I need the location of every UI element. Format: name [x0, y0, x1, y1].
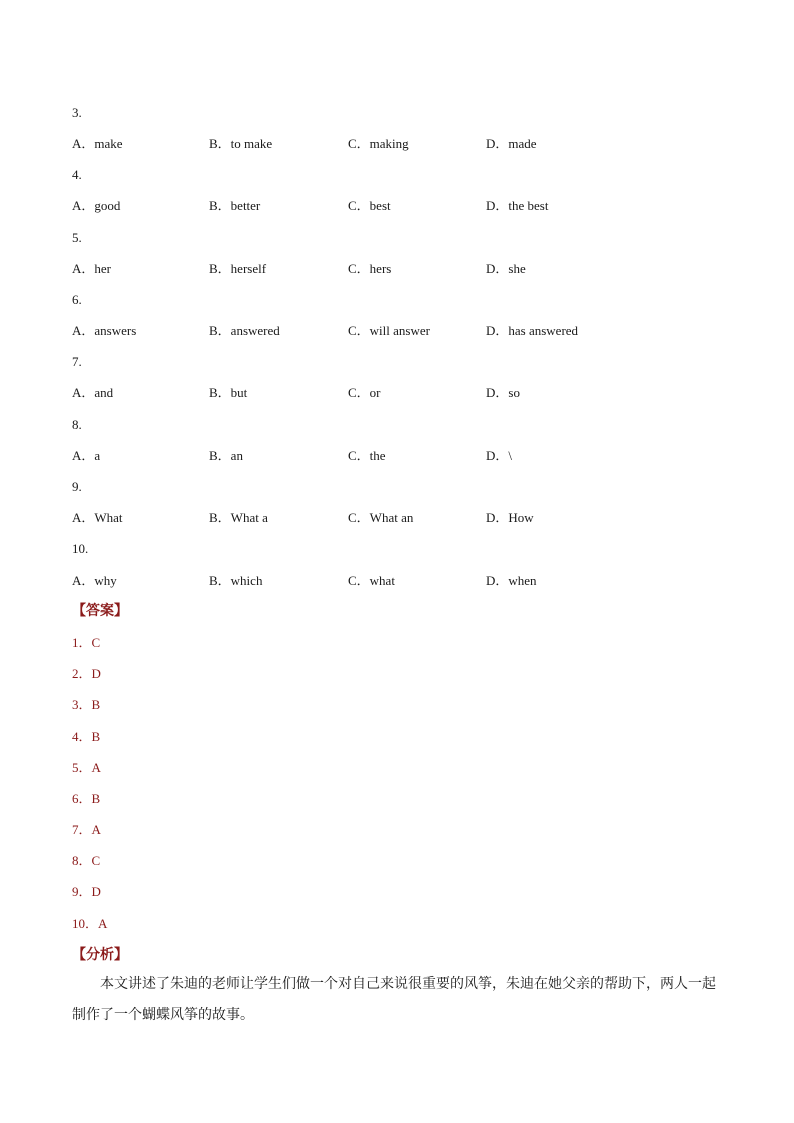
question-number: 4.: [72, 167, 82, 182]
option-a: A．make: [72, 136, 123, 151]
option-d: D．the best: [486, 198, 549, 213]
analysis-heading: 【分析】: [72, 947, 128, 963]
option-d: D．made: [486, 136, 537, 151]
option-a: A．a: [72, 448, 101, 463]
answer-item: 6．B: [72, 791, 101, 806]
option-c: C．hers: [348, 261, 392, 276]
question-number: 3.: [72, 105, 82, 120]
answer-item: 8．C: [72, 853, 101, 868]
answer-item: 5．A: [72, 760, 101, 775]
option-b: B．What a: [209, 510, 268, 525]
question-number: 9.: [72, 479, 82, 494]
option-b: B．better: [209, 198, 261, 213]
answer-item: 4．B: [72, 729, 101, 744]
option-c: C．what: [348, 573, 395, 588]
answer-item: 9．D: [72, 884, 101, 899]
question-number: 7.: [72, 354, 82, 369]
option-b: B．answered: [209, 323, 280, 338]
answer-item: 10．A: [72, 916, 108, 931]
option-a: A．her: [72, 261, 111, 276]
answer-item: 3．B: [72, 697, 101, 712]
option-a: A．and: [72, 385, 114, 400]
option-d: D．she: [486, 261, 526, 276]
question-number: 5.: [72, 230, 82, 245]
option-c: C．What an: [348, 510, 414, 525]
option-c: C．will answer: [348, 323, 430, 338]
answer-item: 2．D: [72, 666, 101, 681]
option-c: C．or: [348, 385, 381, 400]
option-b: B．but: [209, 385, 248, 400]
answer-heading: 【答案】: [72, 603, 128, 619]
question-number: 8.: [72, 417, 82, 432]
option-d: D．when: [486, 573, 537, 588]
answer-item: 1．C: [72, 635, 101, 650]
option-d: D．How: [486, 510, 534, 525]
analysis-paragraph: 本文讲述了朱迪的老师让学生们做一个对自己来说很重要的风筝，朱迪在她父亲的帮助下，两人一起制作了一个蝴蝶风筝的故事。: [72, 976, 716, 1023]
option-d: D．has answered: [486, 323, 579, 338]
option-b: B．to make: [209, 136, 273, 151]
option-c: C．the: [348, 448, 386, 463]
option-c: C．best: [348, 198, 391, 213]
question-number: 10.: [72, 541, 89, 556]
option-a: A．why: [72, 573, 117, 588]
option-d: D．so: [486, 385, 520, 400]
option-d: D．\: [486, 448, 513, 463]
option-b: B．herself: [209, 261, 267, 276]
answer-item: 7．A: [72, 822, 101, 837]
option-a: A．answers: [72, 323, 137, 338]
option-c: C．making: [348, 136, 409, 151]
option-a: A．good: [72, 198, 121, 213]
option-b: B．an: [209, 448, 243, 463]
question-number: 6.: [72, 292, 82, 307]
option-a: A．What: [72, 510, 123, 525]
option-b: B．which: [209, 573, 263, 588]
